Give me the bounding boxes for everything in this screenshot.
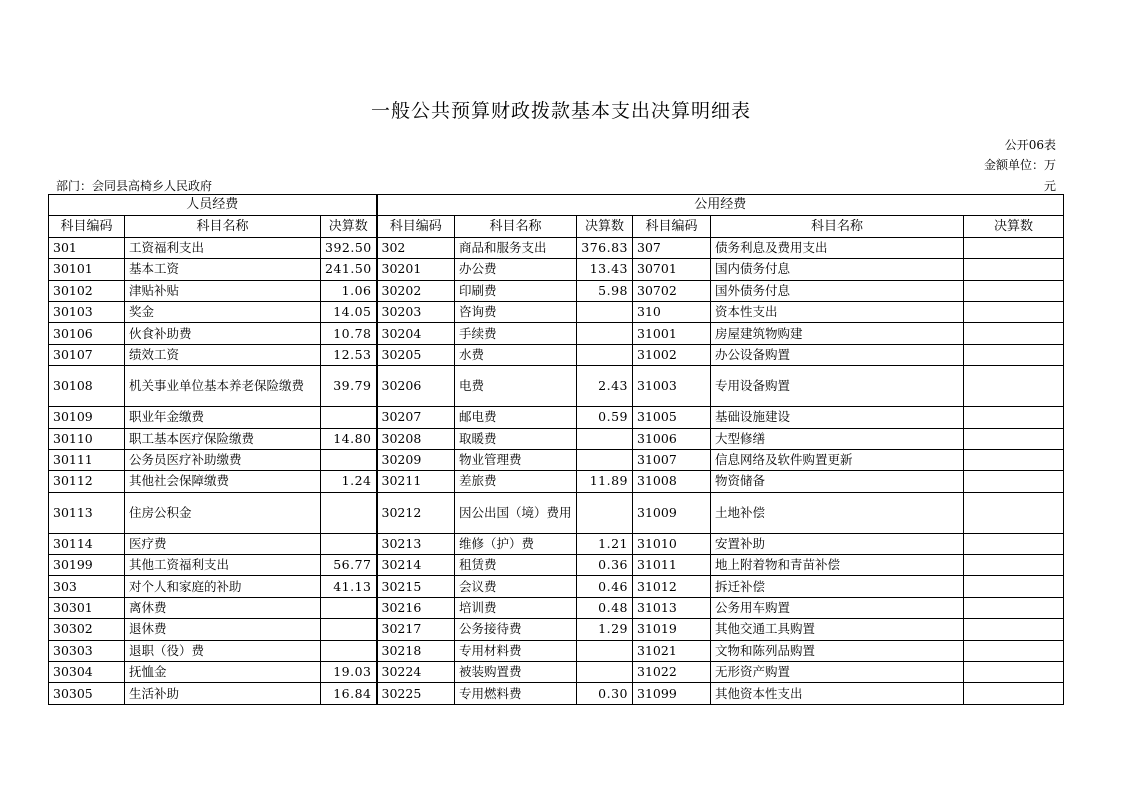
code-cell: 30110 [49, 428, 125, 449]
amount-cell [321, 619, 377, 640]
name-cell: 医疗费 [125, 533, 321, 554]
code-cell: 30102 [49, 280, 125, 301]
name-cell: 物资储备 [711, 471, 964, 492]
amount-cell [964, 492, 1064, 533]
name-cell: 职业年金缴费 [125, 407, 321, 428]
code-cell: 30701 [633, 259, 711, 280]
amount-cell: 5.98 [577, 280, 633, 301]
header-code: 科目编码 [633, 216, 711, 237]
code-cell: 31007 [633, 449, 711, 470]
code-cell: 30214 [377, 555, 455, 576]
name-cell: 工资福利支出 [125, 237, 321, 258]
name-cell: 伙食补助费 [125, 323, 321, 344]
amount-cell [964, 280, 1064, 301]
amount-cell [964, 366, 1064, 407]
code-cell: 30108 [49, 366, 125, 407]
name-cell: 专用材料费 [455, 640, 577, 661]
code-cell: 30305 [49, 683, 125, 704]
name-cell: 其他交通工具购置 [711, 619, 964, 640]
code-cell: 30218 [377, 640, 455, 661]
code-cell: 31021 [633, 640, 711, 661]
name-cell: 退职（役）费 [125, 640, 321, 661]
name-cell: 文物和陈列品购置 [711, 640, 964, 661]
amount-cell [577, 662, 633, 683]
header-code: 科目编码 [377, 216, 455, 237]
name-cell: 无形资产购置 [711, 662, 964, 683]
code-cell: 30103 [49, 301, 125, 322]
code-cell: 31001 [633, 323, 711, 344]
code-cell: 30209 [377, 449, 455, 470]
code-cell: 31010 [633, 533, 711, 554]
code-cell: 30112 [49, 471, 125, 492]
table-row [49, 683, 1064, 704]
name-cell: 奖金 [125, 301, 321, 322]
amount-cell [964, 683, 1064, 704]
amount-cell: 16.84 [321, 683, 377, 704]
amount-cell [321, 533, 377, 554]
table-row [49, 449, 1064, 470]
code-cell: 30211 [377, 471, 455, 492]
amount-cell [577, 301, 633, 322]
name-cell: 其他社会保障缴费 [125, 471, 321, 492]
amount-cell: 376.83 [577, 237, 633, 258]
amount-cell [577, 640, 633, 661]
code-cell: 30204 [377, 323, 455, 344]
code-cell: 30203 [377, 301, 455, 322]
amount-cell [964, 640, 1064, 661]
expenditure-table [48, 194, 1064, 705]
code-cell: 30217 [377, 619, 455, 640]
code-cell: 30212 [377, 492, 455, 533]
table-row [49, 237, 1064, 258]
code-cell: 30202 [377, 280, 455, 301]
name-cell: 国外债务付息 [711, 280, 964, 301]
code-cell: 30208 [377, 428, 455, 449]
name-cell: 房屋建筑物购建 [711, 323, 964, 344]
table-row [49, 366, 1064, 407]
name-cell: 商品和服务支出 [455, 237, 577, 258]
code-cell: 30107 [49, 344, 125, 365]
code-cell: 31008 [633, 471, 711, 492]
name-cell: 公务用车购置 [711, 597, 964, 618]
name-cell: 债务利息及费用支出 [711, 237, 964, 258]
table-row [49, 533, 1064, 554]
code-cell: 301 [49, 237, 125, 258]
code-cell: 30304 [49, 662, 125, 683]
amount-cell [321, 640, 377, 661]
header-code: 科目编码 [49, 216, 125, 237]
header-name: 科目名称 [711, 216, 964, 237]
name-cell: 专用燃料费 [455, 683, 577, 704]
amount-cell: 0.59 [577, 407, 633, 428]
code-cell: 30109 [49, 407, 125, 428]
name-cell: 公务员医疗补助缴费 [125, 449, 321, 470]
name-cell: 公务接待费 [455, 619, 577, 640]
code-cell: 31013 [633, 597, 711, 618]
name-cell: 职工基本医疗保险缴费 [125, 428, 321, 449]
amount-cell: 1.29 [577, 619, 633, 640]
table-row [49, 471, 1064, 492]
name-cell: 生活补助 [125, 683, 321, 704]
name-cell: 信息网络及软件购置更新 [711, 449, 964, 470]
table-row [49, 323, 1064, 344]
name-cell: 退休费 [125, 619, 321, 640]
table-row [49, 301, 1064, 322]
header-name: 科目名称 [455, 216, 577, 237]
table-row [49, 259, 1064, 280]
code-cell: 307 [633, 237, 711, 258]
amount-cell [964, 619, 1064, 640]
code-cell: 30702 [633, 280, 711, 301]
code-cell: 30225 [377, 683, 455, 704]
table-row [49, 280, 1064, 301]
amount-cell: 0.30 [577, 683, 633, 704]
amount-cell: 0.46 [577, 576, 633, 597]
amount-cell: 1.24 [321, 471, 377, 492]
code-cell: 30206 [377, 366, 455, 407]
code-cell: 30213 [377, 533, 455, 554]
name-cell: 津贴补贴 [125, 280, 321, 301]
amount-cell: 0.36 [577, 555, 633, 576]
code-cell: 30207 [377, 407, 455, 428]
code-cell: 30201 [377, 259, 455, 280]
amount-cell [964, 323, 1064, 344]
name-cell: 会议费 [455, 576, 577, 597]
amount-cell [964, 555, 1064, 576]
code-cell: 302 [377, 237, 455, 258]
section-personnel: 人员经费 [49, 195, 377, 216]
amount-cell: 19.03 [321, 662, 377, 683]
header-amount: 决算数 [577, 216, 633, 237]
amount-cell: 56.77 [321, 555, 377, 576]
amount-cell [964, 597, 1064, 618]
table-row [49, 640, 1064, 661]
amount-cell: 39.79 [321, 366, 377, 407]
code-cell: 31002 [633, 344, 711, 365]
table-row [49, 344, 1064, 365]
amount-cell [964, 237, 1064, 258]
name-cell: 咨询费 [455, 301, 577, 322]
table-row [49, 597, 1064, 618]
name-cell: 地上附着物和青苗补偿 [711, 555, 964, 576]
table-row [49, 428, 1064, 449]
code-cell: 30114 [49, 533, 125, 554]
code-cell: 310 [633, 301, 711, 322]
code-cell: 30224 [377, 662, 455, 683]
amount-unit-suffix: 元 [1043, 179, 1056, 193]
name-cell: 离休费 [125, 597, 321, 618]
name-cell: 办公设备购置 [711, 344, 964, 365]
amount-cell: 0.48 [577, 597, 633, 618]
table-row [49, 555, 1064, 576]
code-cell: 30302 [49, 619, 125, 640]
table-row [49, 576, 1064, 597]
name-cell: 抚恤金 [125, 662, 321, 683]
name-cell: 手续费 [455, 323, 577, 344]
amount-cell: 12.53 [321, 344, 377, 365]
table-row [49, 662, 1064, 683]
name-cell: 对个人和家庭的补助 [125, 576, 321, 597]
name-cell: 取暖费 [455, 428, 577, 449]
code-cell: 31022 [633, 662, 711, 683]
header-amount: 决算数 [321, 216, 377, 237]
amount-cell: 11.89 [577, 471, 633, 492]
name-cell: 其他工资福利支出 [125, 555, 321, 576]
amount-cell [964, 301, 1064, 322]
amount-cell: 392.50 [321, 237, 377, 258]
name-cell: 土地补偿 [711, 492, 964, 533]
form-number: 公开06表 [1004, 138, 1056, 152]
code-cell: 30106 [49, 323, 125, 344]
amount-cell [964, 662, 1064, 683]
code-cell: 30216 [377, 597, 455, 618]
code-cell: 31006 [633, 428, 711, 449]
name-cell: 物业管理费 [455, 449, 577, 470]
amount-cell [321, 597, 377, 618]
name-cell: 邮电费 [455, 407, 577, 428]
amount-cell: 1.06 [321, 280, 377, 301]
amount-cell [964, 533, 1064, 554]
amount-cell [964, 471, 1064, 492]
page-title: 一般公共预算财政拨款基本支出决算明细表 [370, 100, 751, 122]
code-cell: 30215 [377, 576, 455, 597]
name-cell: 办公费 [455, 259, 577, 280]
amount-cell [964, 449, 1064, 470]
amount-cell [964, 407, 1064, 428]
code-cell: 31005 [633, 407, 711, 428]
name-cell: 基本工资 [125, 259, 321, 280]
code-cell: 30205 [377, 344, 455, 365]
name-cell: 拆迁补偿 [711, 576, 964, 597]
code-cell: 31099 [633, 683, 711, 704]
table-body [49, 237, 1064, 704]
amount-cell [964, 344, 1064, 365]
name-cell: 印刷费 [455, 280, 577, 301]
name-cell: 其他资本性支出 [711, 683, 964, 704]
name-cell: 大型修缮 [711, 428, 964, 449]
name-cell: 维修（护）费 [455, 533, 577, 554]
code-cell: 30303 [49, 640, 125, 661]
code-cell: 31009 [633, 492, 711, 533]
code-cell: 30101 [49, 259, 125, 280]
name-cell: 水费 [455, 344, 577, 365]
amount-cell: 13.43 [577, 259, 633, 280]
name-cell: 被装购置费 [455, 662, 577, 683]
name-cell: 住房公积金 [125, 492, 321, 533]
name-cell: 租赁费 [455, 555, 577, 576]
name-cell: 资本性支出 [711, 301, 964, 322]
name-cell: 差旅费 [455, 471, 577, 492]
section-public: 公用经费 [377, 195, 1064, 216]
amount-cell: 1.21 [577, 533, 633, 554]
name-cell: 培训费 [455, 597, 577, 618]
amount-cell: 2.43 [577, 366, 633, 407]
amount-cell: 10.78 [321, 323, 377, 344]
name-cell: 安置补助 [711, 533, 964, 554]
amount-cell [577, 323, 633, 344]
amount-cell [577, 428, 633, 449]
code-cell: 31012 [633, 576, 711, 597]
code-cell: 31003 [633, 366, 711, 407]
amount-cell [964, 576, 1064, 597]
code-cell: 303 [49, 576, 125, 597]
table-row [49, 619, 1064, 640]
code-cell: 30301 [49, 597, 125, 618]
name-cell: 国内债务付息 [711, 259, 964, 280]
amount-cell: 41.13 [321, 576, 377, 597]
name-cell: 因公出国（境）费用 [455, 492, 577, 533]
header-amount: 决算数 [964, 216, 1064, 237]
code-cell: 30199 [49, 555, 125, 576]
amount-cell [964, 259, 1064, 280]
amount-unit-label: 金额单位：万 [983, 158, 1056, 172]
code-cell: 30111 [49, 449, 125, 470]
header-name: 科目名称 [125, 216, 321, 237]
amount-cell [321, 449, 377, 470]
name-cell: 电费 [455, 366, 577, 407]
amount-cell [577, 492, 633, 533]
amount-cell: 14.80 [321, 428, 377, 449]
amount-cell [321, 492, 377, 533]
name-cell: 基础设施建设 [711, 407, 964, 428]
code-cell: 31011 [633, 555, 711, 576]
table-row [49, 492, 1064, 533]
code-cell: 30113 [49, 492, 125, 533]
amount-cell: 14.05 [321, 301, 377, 322]
department-label: 部门：会同县高椅乡人民政府 [56, 179, 213, 193]
amount-cell [321, 407, 377, 428]
code-cell: 31019 [633, 619, 711, 640]
amount-cell [577, 449, 633, 470]
amount-cell [964, 428, 1064, 449]
amount-cell [577, 344, 633, 365]
table-row [49, 407, 1064, 428]
name-cell: 专用设备购置 [711, 366, 964, 407]
name-cell: 机关事业单位基本养老保险缴费 [125, 366, 321, 407]
amount-cell: 241.50 [321, 259, 377, 280]
name-cell: 绩效工资 [125, 344, 321, 365]
